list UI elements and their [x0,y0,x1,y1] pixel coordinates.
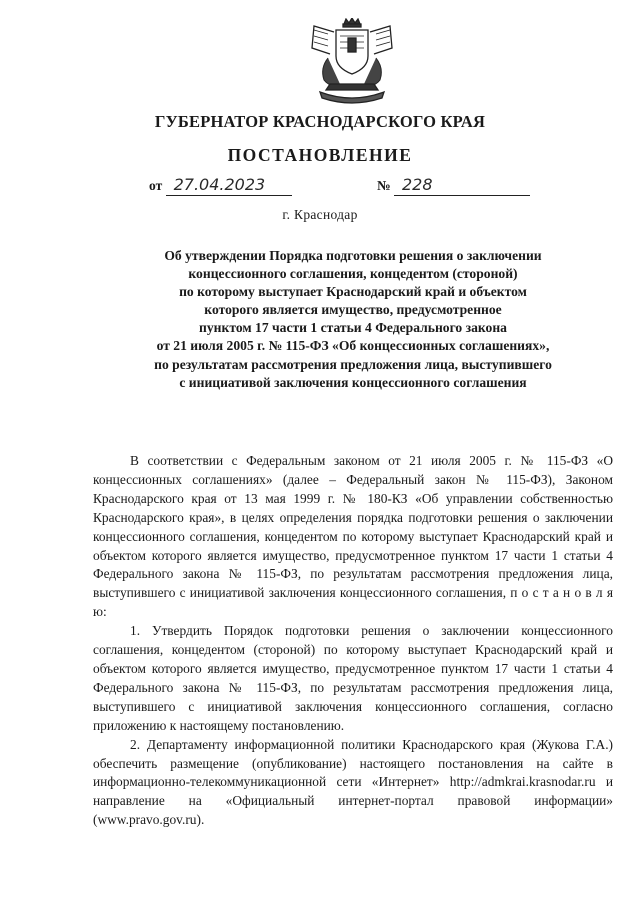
document-title [110,247,596,392]
number-value: 228 [394,175,530,196]
title-line: которого является имущество, предусмотренное [204,302,502,318]
date-prefix: от [149,178,163,193]
date-value: 27.04.2023 [166,175,292,196]
title-line: по результатам рассмотрения предложения лица, выступившего [154,356,552,372]
preamble-paragraph: В соответствии с Федеральным законом от 21 июля 2005 г. № 115-ФЗ «О концессионных соглашениях» (далее – Федеральный закон № 115-ФЗ), Законом Краснодарского края от 13 мая 1999 г. № 180-КЗ «Об управлении собственностью Краснодарского края», в целях определения порядка подготовки решения о заключении концессионного соглашения, концедентом по которому выступает Краснодарский край и объектом которого является имущество, предусмотренное пунктом 17 части 1 статьи 4 Федерального закона № 115-ФЗ, по результатам рассмотрения предложения лица, выступившего с инициативой заключения концессионного соглашения, п о с т а н о в л я ю: [93,453,613,620]
title-line: от 21 июля 2005 г. № 115-ФЗ «Об концессионных соглашениях», [156,338,550,354]
krasnodar-coat-of-arms-icon [306,18,398,104]
document-number [377,175,530,199]
title-line: по которому выступает Краснодарский край и объектом [179,284,527,300]
item-1-paragraph: 1. Утвердить Порядок подготовки решения о заключении концессионного соглашения, концедентом (стороной) по которому выступает Краснодарский край и объектом которого является имущество, предусмотренное пунктом 17 части 1 статьи 4 Федерального закона № 115-ФЗ, по результатам рассмотрения предложения лица, выступившего с инициативой заключения концессионного соглашения, согласно приложению к настоящему постановлению. [93,623,613,733]
number-prefix: № [377,178,391,193]
issuer-heading: ГУБЕРНАТОР КРАСНОДАРСКОГО КРАЯ [154,112,486,131]
city-line: г. Краснодар [282,207,358,222]
title-line: Об утверждении Порядка подготовки решения о заключении [164,248,542,263]
title-line: с инициативой заключения концессионного соглашения [179,374,527,390]
document-type-heading: ПОСТАНОВЛЕНИЕ [227,145,413,165]
title-line: концессионного соглашения, концедентом (стороной) [188,266,518,282]
document-date [149,175,292,199]
item-2-paragraph: 2. Департаменту информационной политики Краснодарского края (Жукова Г.А.) обеспечить размещение (опубликование) настоящего постановления на сайте в информационно-телекоммуникационной сети «Интернет» http://admkrai.krasnodar.ru и направление на «Официальный интернет-портал правовой информации» (www.pravo.gov.ru). [93,736,613,828]
document-body [93,452,613,830]
title-line: пунктом 17 части 1 статьи 4 Федерального закона [199,320,507,336]
